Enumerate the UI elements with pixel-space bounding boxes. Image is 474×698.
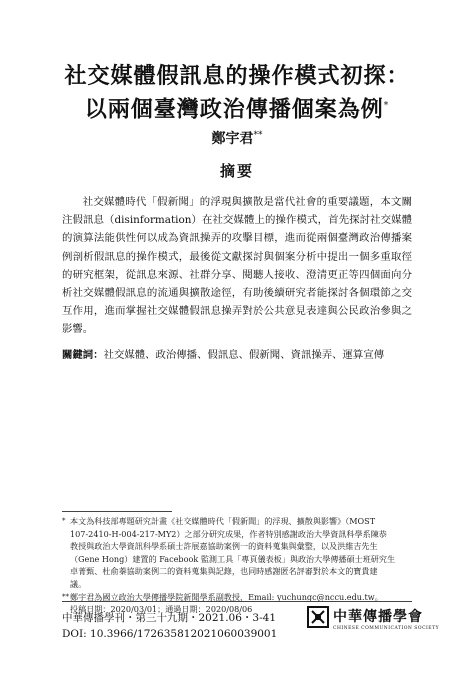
- paper-title-line-2-text: 以兩個臺灣政治傳播個案為例: [84, 96, 384, 123]
- footnote-divider: [62, 511, 172, 512]
- journal-issue: 中華傳播學刊・第三十九期・2021.06・3-41: [62, 612, 277, 624]
- society-name-en: CHINESE COMMUNICATION SOCIETY: [333, 626, 440, 631]
- author-footnote-mark: **: [253, 130, 263, 141]
- footnote-2-line: 鄭宇君為國立政治大學傳播學院新聞學系副教授，Email: yuchungc@nccu.edu.tw。: [70, 591, 383, 602]
- footnote-1-line: 卓菁甄、杜俞蓁協助案例二的資料蒐集與記錄，也同時感謝匿名評審對於本文的寶貴建: [70, 566, 378, 577]
- author-name: [0, 128, 474, 148]
- footnote-1-line: 107-2410-H-004-217-MY2）之部分研究成果，作者特別感謝政治大學資訊科學系陳恭: [70, 528, 387, 539]
- footnote-1-mark: *: [62, 517, 66, 525]
- keywords-value: 社交媒體、政治傳播、假訊息、假新聞、資訊操弄、運算宣傳: [103, 349, 385, 361]
- footnote-2-mark: **: [62, 592, 69, 601]
- keywords-label: 關鍵詞：: [62, 349, 104, 361]
- footnote-1-line: （Gene Hong）建置的 Facebook 監測工具「專頁儀表板」與政治大學傳播碩士班研究生: [70, 553, 396, 564]
- abstract-body: 社交媒體時代「假新聞」的浮現與擴散是當代社會的重要議題，本文關注假訊息（disinformation）在社交媒體上的操作模式，首先探討社交媒體的演算法能供性何以成為資訊操弄的攻擊目標，進而從兩個臺灣政治傳播案例剖析假訊息的操作模式，最後從文獻探討與個案分析中提出一個多重取徑的研究框架，從訊息來源、社群分享、閱聽人接收、澄清更正等四個面向分析社交媒體假訊息的流通與擴散途徑，有助後續研究者能探討各個環節之交互作用，進而掌握社交媒體假訊息操弄對於公共意見表達與公民政治參與之影響。: [62, 196, 412, 336]
- society-name-cn: 中華傳播學會: [333, 609, 423, 625]
- footnote-1: [62, 515, 412, 591]
- footnote-1-line: 議。: [70, 578, 87, 589]
- page-footer-divider: [62, 601, 412, 602]
- paper-title-line-1: 社交媒體假訊息的操作模式初探：: [64, 63, 410, 89]
- keywords: [62, 347, 412, 363]
- footnote-1-line: 本文為科技部專題研究計畫《社交媒體時代「假新聞」的浮現、擴散與影響》（MOST: [70, 516, 376, 526]
- paper-title-line-2: [0, 92, 474, 123]
- abstract-heading: 摘要: [219, 162, 254, 180]
- footnote-1-line: 教授與政治大學資訊科學系碩士許展嘉協助案例一的資料蒐集與彙整，以及洪維吉先生: [70, 541, 378, 552]
- submission-dates: 投稿日期：2020/03/01；通過日期：2020/08/06: [70, 604, 253, 615]
- society-seal-icon: [307, 606, 329, 628]
- society-logo: [307, 604, 440, 638]
- journal-doi[interactable]: DOI: 10.3966/172635812021060039001: [62, 628, 278, 640]
- author-name-text: 鄭宇君: [211, 131, 254, 147]
- title-footnote-mark: *: [383, 101, 390, 111]
- journal-info: [62, 610, 277, 642]
